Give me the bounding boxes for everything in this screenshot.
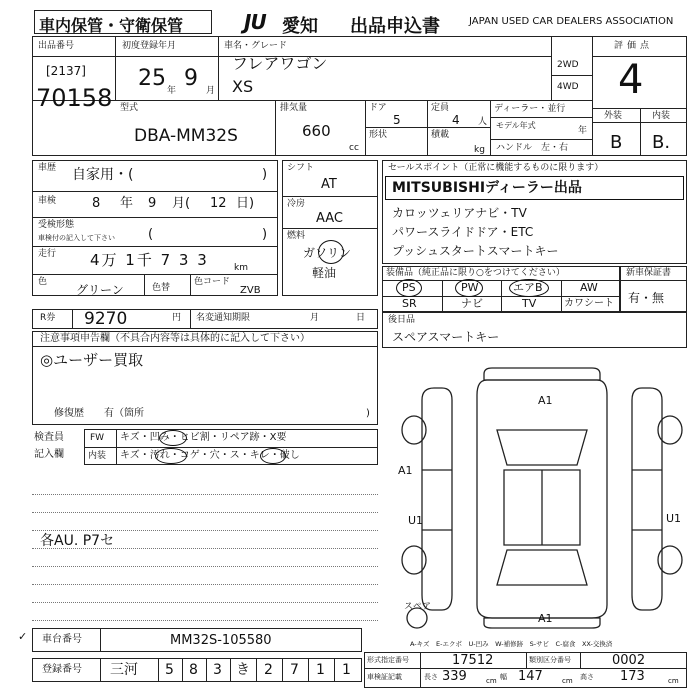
accept-label: 受検形態	[38, 220, 75, 230]
accept-close: )	[262, 227, 268, 242]
equip-pw: PW	[461, 281, 479, 294]
doors-label: ドア	[369, 103, 387, 113]
diagram-u1-right: U1	[666, 512, 682, 525]
equipment-label: 装備品（純正品に限り○をつけてください）	[386, 268, 565, 278]
equip-ps: PS	[402, 281, 416, 294]
selling-point-3: パワースライドドア・ETC	[392, 225, 534, 239]
spec-length: 339	[442, 669, 467, 684]
notes-line1: ◎ユーザー買取	[40, 351, 144, 369]
plate-d1: 5	[165, 662, 174, 678]
inspection-year-unit: 年	[120, 196, 134, 211]
inspection-day: 12	[210, 196, 227, 211]
damage-legend: A-キズ E-エクボ U-凹み W-補修跡 S-サビ C-腐食 XX-交換済	[410, 640, 613, 648]
inspector-label: 検査員	[34, 432, 64, 443]
shift-value: AT	[321, 177, 337, 192]
spec-height: 173	[620, 669, 645, 684]
equip-aw: AW	[580, 281, 598, 294]
equip-airbag: エアB	[513, 281, 543, 294]
handle-label: ハンドル 左・右	[496, 143, 569, 153]
registration-year: 25	[138, 66, 166, 91]
spec-width: 147	[518, 669, 543, 684]
diagram-a1-top: A1	[538, 394, 553, 407]
accept-open: (	[148, 227, 154, 242]
interior-grade: B.	[652, 132, 671, 153]
equip-airbag-circle	[509, 279, 549, 297]
plate-d5: 7	[290, 662, 299, 678]
mileage-label: 走行	[38, 249, 57, 259]
lot-bracket: [2137]	[46, 64, 86, 78]
plate-label: 登録番号	[42, 664, 82, 675]
score-label: 評価点	[614, 41, 654, 51]
model-value: DBA-MM32S	[134, 126, 238, 146]
color-label: 色	[38, 277, 48, 287]
accessories-value: スペアスマートキー	[392, 330, 500, 344]
notice-month: 月	[310, 313, 320, 323]
chassis-label: 車台番号	[42, 634, 82, 645]
check-row2: キズ・汚れ・コゲ・穴・ス・キレ・破し	[120, 450, 300, 461]
cooler-label: 冷房	[287, 199, 306, 209]
history-close: )	[262, 167, 268, 182]
cooler-value: AAC	[316, 211, 343, 226]
check-row1: キズ・凹み・ヒビ割・リペア跡・X要	[120, 432, 287, 443]
recycle-value: 9270	[84, 309, 128, 329]
inspection-day-unit: 日)	[236, 196, 255, 211]
notes-label: 注意事項申告欄（不具合内容等は具体的に記入して下さい）	[40, 333, 310, 344]
color-value: グリーン	[76, 283, 124, 297]
spec-height-unit: cm	[668, 677, 679, 685]
mileage-unit: km	[234, 263, 248, 273]
check-row1-head: FW	[90, 433, 105, 443]
warranty-value: 有・無	[628, 291, 665, 305]
color-code: ZVB	[240, 285, 261, 296]
selling-point-1: MITSUBISHIディーラー出品	[392, 180, 582, 196]
repair-history: 修復歴 有（箇所	[54, 408, 144, 419]
color-code-label: 色コード	[194, 277, 231, 287]
model-year-label: モデル年式	[496, 121, 536, 130]
selling-point-4: プッシュスタートスマートキー	[392, 244, 559, 258]
diagram-spare-label: スペア	[404, 602, 432, 612]
history-label: 車歴	[38, 163, 57, 173]
inspection-year: 8	[92, 196, 101, 211]
diagram-a1-bottom: A1	[538, 612, 553, 625]
equip-sr: SR	[402, 297, 417, 310]
diagram-a1-left: A1	[398, 464, 413, 477]
extra-note: 各AU. P7セ	[40, 533, 115, 549]
entry-label: 記入欄	[34, 449, 64, 460]
chassis-check-icon: ✓	[18, 630, 28, 643]
cargo-label: 積載	[431, 130, 450, 140]
fuel-label: 燃料	[287, 231, 306, 241]
diagram-u1-left: U1	[408, 514, 424, 527]
check-scratch-circle	[260, 448, 286, 464]
capacity-unit: 人	[478, 117, 488, 127]
association-name: JAPAN USED CAR DEALERS ASSOCIATION	[469, 16, 674, 27]
selling-point-2: カロッツェリアナビ・TV	[392, 206, 527, 220]
car-name-label: 車名・グレード	[224, 41, 288, 51]
inspection-month-unit: 月(	[172, 196, 191, 211]
top-grid	[32, 36, 687, 156]
lot-label: 出品番号	[38, 41, 75, 51]
repair-close: )	[366, 408, 370, 419]
inspection-month: 9	[148, 196, 157, 211]
model-year-unit: 年	[578, 126, 588, 136]
plate-d2: 8	[189, 662, 198, 678]
form-title: 出品申込書	[350, 16, 440, 37]
fuel-gasoline: ガソリン	[303, 246, 352, 260]
equip-pw-circle	[455, 279, 483, 297]
cargo-unit: kg	[474, 145, 485, 155]
drive-4wd: 4WD	[557, 82, 579, 92]
equip-ps-circle	[396, 279, 422, 297]
accessories-label: 後日品	[388, 315, 416, 325]
selling-points-label: セールスポイント（正常に機能するものに限ります）	[388, 163, 604, 173]
notice-day: 日	[356, 313, 366, 323]
warranty-label: 新車保証書	[626, 268, 672, 278]
displacement-unit: cc	[349, 143, 359, 153]
plate-d4: 2	[264, 662, 273, 678]
inspection-label: 車検	[38, 196, 57, 206]
accept-note: 車検付の記入して下さい	[38, 234, 115, 242]
storage-badge-text: 車内保管・守衛保管	[39, 16, 184, 35]
spec-class-label: 類別区分番号	[529, 656, 571, 664]
spec-form-label: 形式指定番号	[367, 656, 409, 664]
dealer-label: ディーラー・並行	[494, 104, 566, 114]
score-value: 4	[618, 57, 644, 103]
registration-year-unit: 年	[167, 86, 177, 96]
chassis-value: MM32S-105580	[170, 633, 272, 648]
ju-logo	[244, 10, 282, 36]
check-row2-head: 内装	[88, 451, 107, 461]
notice-label: 名変通知期限	[196, 313, 251, 323]
storage-badge	[34, 10, 212, 34]
car-grade: XS	[232, 77, 254, 96]
car-right-side	[632, 388, 662, 610]
plate-d7: 1	[342, 662, 351, 678]
plate-kana: き	[236, 662, 250, 678]
spec-class-value: 0002	[612, 653, 646, 668]
exterior-label: 外装	[604, 111, 623, 121]
fuel-circle	[318, 240, 344, 264]
car-name: フレアワゴン	[232, 54, 328, 73]
registration-month: 9	[184, 66, 198, 91]
drive-2wd: 2WD	[557, 60, 579, 70]
check-dent-circle	[159, 430, 187, 446]
registration-label: 初度登録年月	[122, 41, 177, 51]
car-left-side	[422, 388, 452, 610]
capacity-value: 4	[452, 113, 460, 127]
recycle-unit: 円	[172, 313, 182, 323]
spec-width-label: 幅	[500, 673, 507, 681]
recycle-label: R券	[40, 313, 56, 323]
capacity-label: 定員	[431, 103, 450, 113]
registration-month-unit: 月	[206, 86, 216, 96]
plate-d3: 3	[213, 662, 222, 678]
exterior-grade: B	[610, 132, 623, 153]
history-value: 自家用・(	[72, 167, 134, 183]
displacement-value: 660	[302, 122, 331, 140]
plate-d6: 1	[316, 662, 325, 678]
interior-label: 内装	[652, 111, 671, 121]
spec-length-label: 長さ	[424, 673, 438, 681]
equip-tv: TV	[522, 297, 537, 310]
doors-value: 5	[393, 113, 401, 127]
shape-label: 形状	[369, 130, 388, 140]
equip-leather: カワシート	[564, 298, 614, 309]
shift-label: シフト	[287, 163, 315, 173]
spec-width-unit: cm	[562, 677, 573, 685]
spec-form-value: 17512	[452, 653, 494, 668]
displacement-label: 排気量	[280, 103, 308, 113]
spec-size-label: 車検証記載	[367, 673, 402, 681]
mileage-value: 4万 1千 7 3 3	[90, 251, 209, 269]
equip-navi: ナビ	[461, 297, 483, 310]
lot-number: 70158	[36, 84, 113, 112]
logo-text: 愛知	[282, 16, 318, 37]
fuel-diesel: 軽油	[312, 266, 337, 280]
spec-length-unit: cm	[486, 677, 497, 685]
color-change-label: 色替	[152, 283, 171, 293]
check-stain-circle	[155, 448, 187, 464]
spec-height-label: 高さ	[580, 673, 594, 681]
plate-region: 三河	[110, 662, 138, 678]
model-label: 型式	[120, 103, 139, 113]
ju-logo-mark: JU	[244, 10, 266, 34]
